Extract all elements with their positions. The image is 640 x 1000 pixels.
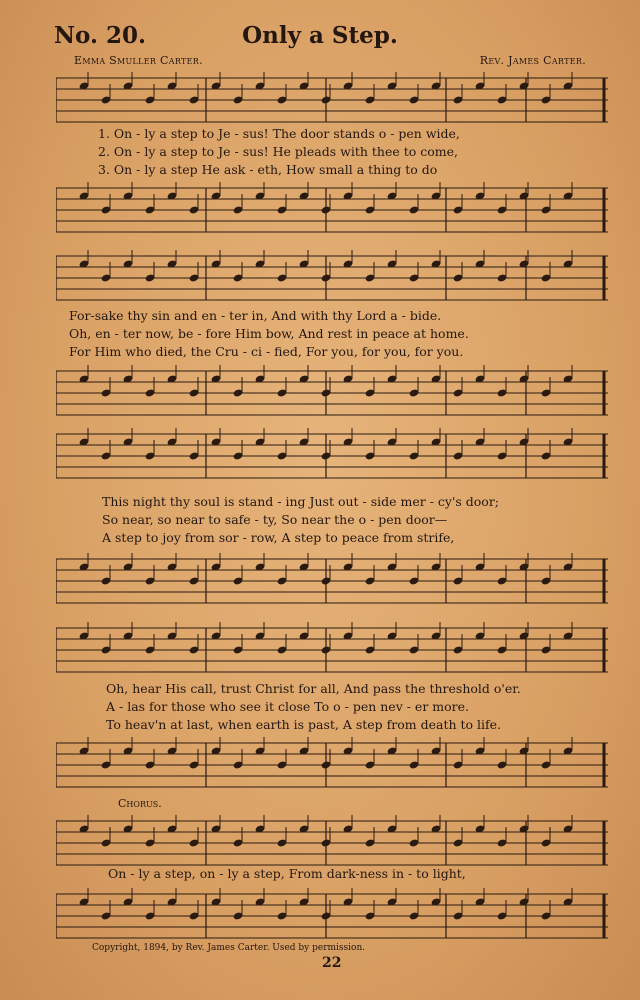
page-number: 22	[322, 955, 342, 971]
bass-staff	[56, 365, 608, 421]
lyric-line: 2. On - ly a step to Je - sus! He pleads with thee to come,	[98, 144, 458, 159]
lyric-line: For-sake thy sin and en - ter in, And with thy Lord a - bide.	[69, 308, 442, 323]
lyric-line: To heav'n at last, when earth is past, A step from death to life.	[106, 717, 502, 732]
lyric-line: 1. On - ly a step to Je - sus! The door stands o - pen wide,	[98, 126, 460, 141]
page-number-heading: No. 20.	[54, 22, 146, 49]
lyric-line: Oh, hear His call, trust Christ for all, And pass the threshold o'er.	[106, 681, 521, 696]
composer-credit: Rev. James Carter.	[479, 54, 586, 67]
treble-staff	[56, 72, 608, 128]
lyric-line: 3. On - ly a step He ask - eth, How small a thing to do	[98, 162, 438, 177]
lyricist-credit: Emma Smuller Carter.	[74, 54, 203, 67]
hymn-title: Only a Step.	[242, 22, 398, 49]
lyric-line: So near, so near to safe - ty, So near the o - pen door—	[102, 512, 448, 527]
bass-staff	[56, 182, 608, 238]
lyric-line: Oh, en - ter now, be - fore Him bow, And rest in peace at home.	[69, 326, 469, 341]
lyric-line: For Him who died, the Cru - ci - fied, For you, for you, for you.	[69, 344, 464, 359]
lyric-line: On - ly a step, on - ly a step, From dark-ness in - to light,	[108, 866, 466, 881]
treble-staff	[56, 622, 608, 678]
treble-staff	[56, 428, 608, 484]
treble-staff	[56, 250, 608, 306]
copyright-notice: Copyright, 1894, by Rev. James Carter. Used by permission.	[92, 943, 366, 953]
bass-staff	[56, 888, 608, 944]
chorus-label: Chorus.	[118, 797, 162, 810]
lyric-line: This night thy soul is stand - ing Just out - side mer - cy's door;	[102, 494, 500, 509]
treble-staff	[56, 815, 608, 871]
lyric-line: A - las for those who see it close To o - pen nev - er more.	[106, 699, 469, 714]
bass-staff	[56, 553, 608, 609]
bass-staff	[56, 737, 608, 793]
lyric-line: A step to joy from sor - row, A step to peace from strife,	[102, 530, 455, 545]
